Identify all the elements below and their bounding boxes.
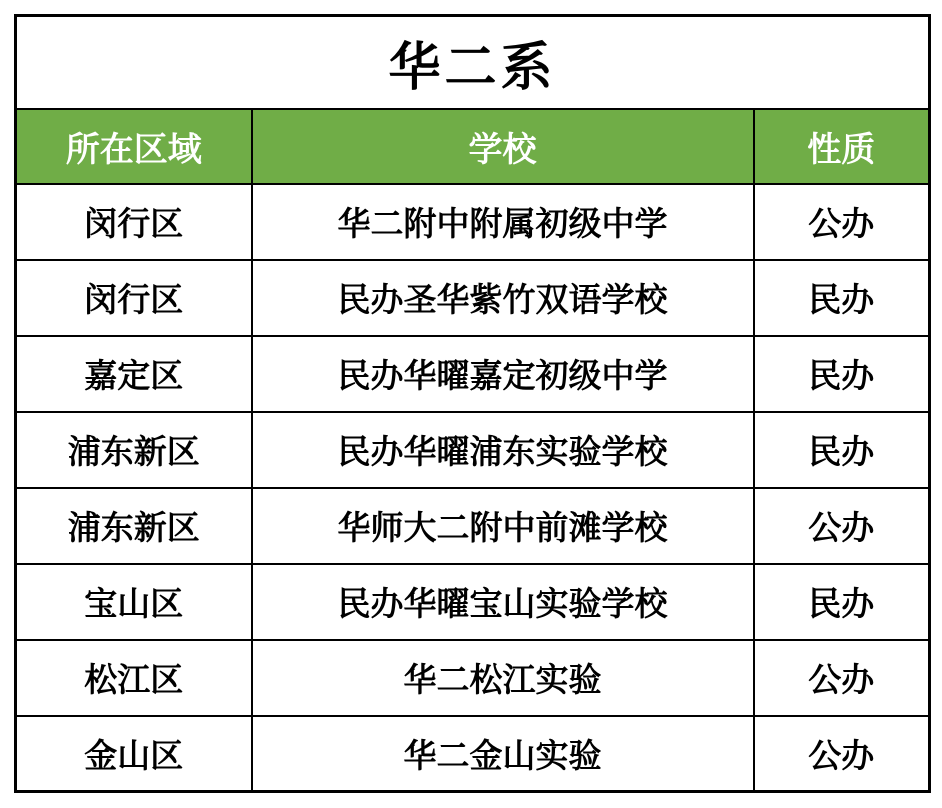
type-cell: 民办 [754,412,930,488]
table-row [16,640,930,716]
type-cell: 公办 [754,488,930,564]
district-cell: 闵行区 [16,260,252,336]
district-cell: 松江区 [16,640,252,716]
header-row [16,109,930,184]
school-cell: 华二附中附属初级中学 [252,184,754,260]
type-cell: 公办 [754,184,930,260]
column-header-district: 所在区域 [16,109,252,184]
type-cell: 民办 [754,564,930,640]
school-cell: 民办华曜嘉定初级中学 [252,336,754,412]
school-cell: 民办华曜宝山实验学校 [252,564,754,640]
school-cell: 华师大二附中前滩学校 [252,488,754,564]
district-cell: 浦东新区 [16,488,252,564]
table-title: 华二系 [16,16,930,109]
title-row [16,16,930,109]
table-row [16,336,930,412]
table-row [16,716,930,792]
school-cell: 华二金山实验 [252,716,754,792]
column-header-type: 性质 [754,109,930,184]
district-cell: 浦东新区 [16,412,252,488]
type-cell: 公办 [754,640,930,716]
type-cell: 民办 [754,260,930,336]
school-cell: 华二松江实验 [252,640,754,716]
school-cell: 民办华曜浦东实验学校 [252,412,754,488]
type-cell: 公办 [754,716,930,792]
district-cell: 闵行区 [16,184,252,260]
district-cell: 金山区 [16,716,252,792]
table-row [16,488,930,564]
table-row [16,412,930,488]
table-row [16,184,930,260]
table-row [16,564,930,640]
school-table [14,14,931,793]
column-header-school: 学校 [252,109,754,184]
table-row [16,260,930,336]
school-cell: 民办圣华紫竹双语学校 [252,260,754,336]
district-cell: 嘉定区 [16,336,252,412]
type-cell: 民办 [754,336,930,412]
district-cell: 宝山区 [16,564,252,640]
